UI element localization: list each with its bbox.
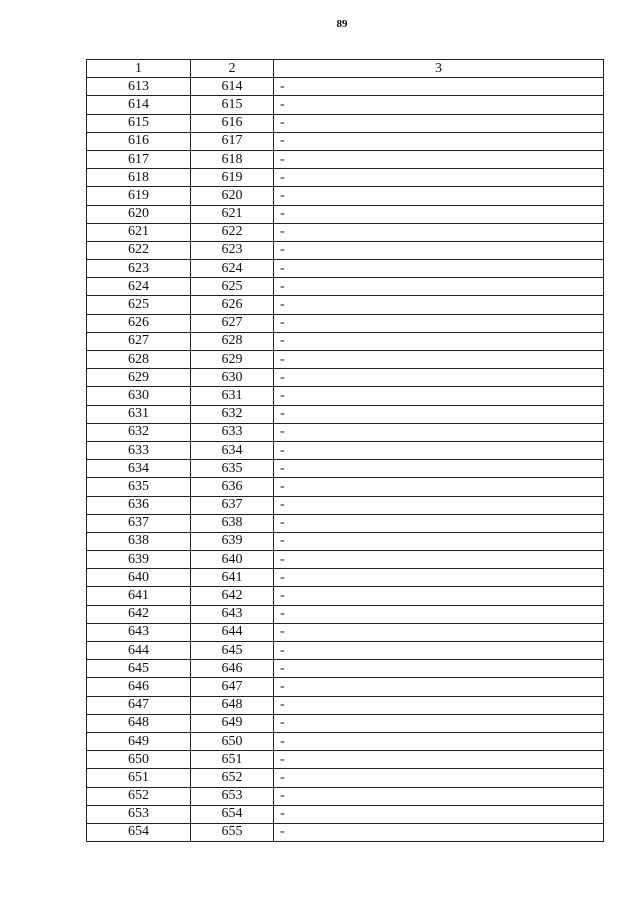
cell-col-3: -: [274, 369, 604, 387]
cell-col-1: 613: [87, 78, 191, 96]
cell-col-3: -: [274, 532, 604, 550]
cell-col-2: 653: [191, 787, 274, 805]
cell-col-2: 617: [191, 132, 274, 150]
table-row: [87, 241, 604, 259]
cell-col-3: -: [274, 642, 604, 660]
table-row: [87, 787, 604, 805]
cell-col-3: -: [274, 169, 604, 187]
table-row: [87, 805, 604, 823]
cell-col-3: -: [274, 78, 604, 96]
table-row: [87, 441, 604, 459]
cell-col-1: 653: [87, 805, 191, 823]
cell-col-1: 617: [87, 150, 191, 168]
table-row: [87, 314, 604, 332]
cell-col-2: 655: [191, 823, 274, 841]
cell-col-1: 618: [87, 169, 191, 187]
cell-col-1: 650: [87, 751, 191, 769]
table-row: [87, 496, 604, 514]
table-row: [87, 769, 604, 787]
table-row: [87, 569, 604, 587]
table-row: [87, 223, 604, 241]
cell-col-1: 621: [87, 223, 191, 241]
cell-col-3: -: [274, 351, 604, 369]
cell-col-2: 623: [191, 241, 274, 259]
cell-col-1: 641: [87, 587, 191, 605]
cell-col-2: 619: [191, 169, 274, 187]
table-row: [87, 751, 604, 769]
table-row: [87, 696, 604, 714]
cell-col-2: 637: [191, 496, 274, 514]
cell-col-3: -: [274, 405, 604, 423]
cell-col-2: 615: [191, 96, 274, 114]
cell-col-1: 643: [87, 623, 191, 641]
cell-col-3: -: [274, 423, 604, 441]
cell-col-2: 632: [191, 405, 274, 423]
cell-col-3: -: [274, 805, 604, 823]
table-row: [87, 78, 604, 96]
cell-col-2: 639: [191, 532, 274, 550]
cell-col-1: 640: [87, 569, 191, 587]
cell-col-3: -: [274, 278, 604, 296]
cell-col-1: 647: [87, 696, 191, 714]
table-row: [87, 460, 604, 478]
cell-col-3: -: [274, 551, 604, 569]
cell-col-2: 638: [191, 514, 274, 532]
cell-col-1: 645: [87, 660, 191, 678]
table-row: [87, 823, 604, 841]
cell-col-1: 633: [87, 441, 191, 459]
cell-col-3: -: [274, 696, 604, 714]
cell-col-3: -: [274, 205, 604, 223]
data-table: [86, 59, 604, 842]
cell-col-1: 630: [87, 387, 191, 405]
table-row: [87, 732, 604, 750]
cell-col-1: 625: [87, 296, 191, 314]
table-row: [87, 714, 604, 732]
cell-col-2: 628: [191, 332, 274, 350]
cell-col-2: 629: [191, 351, 274, 369]
cell-col-1: 616: [87, 132, 191, 150]
cell-col-2: 645: [191, 642, 274, 660]
cell-col-2: 644: [191, 623, 274, 641]
cell-col-3: -: [274, 441, 604, 459]
cell-col-3: -: [274, 787, 604, 805]
cell-col-3: -: [274, 514, 604, 532]
cell-col-2: 651: [191, 751, 274, 769]
cell-col-2: 650: [191, 732, 274, 750]
cell-col-2: 636: [191, 478, 274, 496]
table-row: [87, 114, 604, 132]
table-row: [87, 587, 604, 605]
cell-col-2: 640: [191, 551, 274, 569]
cell-col-3: -: [274, 460, 604, 478]
cell-col-1: 614: [87, 96, 191, 114]
column-header-2: 2: [191, 60, 274, 78]
cell-col-1: 615: [87, 114, 191, 132]
page-number: 89: [336, 18, 348, 30]
cell-col-2: 646: [191, 660, 274, 678]
cell-col-3: -: [274, 332, 604, 350]
cell-col-3: -: [274, 114, 604, 132]
cell-col-3: -: [274, 314, 604, 332]
table-row: [87, 96, 604, 114]
cell-col-2: 642: [191, 587, 274, 605]
cell-col-3: -: [274, 678, 604, 696]
cell-col-1: 624: [87, 278, 191, 296]
column-header-3: 3: [274, 60, 604, 78]
table-row: [87, 387, 604, 405]
table-row: [87, 514, 604, 532]
cell-col-3: -: [274, 623, 604, 641]
cell-col-3: -: [274, 605, 604, 623]
table-row: [87, 605, 604, 623]
table-row: [87, 332, 604, 350]
cell-col-1: 620: [87, 205, 191, 223]
cell-col-2: 641: [191, 569, 274, 587]
cell-col-3: -: [274, 769, 604, 787]
cell-col-2: 626: [191, 296, 274, 314]
cell-col-2: 647: [191, 678, 274, 696]
table-row: [87, 369, 604, 387]
table-row: [87, 423, 604, 441]
cell-col-1: 642: [87, 605, 191, 623]
cell-col-2: 633: [191, 423, 274, 441]
cell-col-2: 614: [191, 78, 274, 96]
table-row: [87, 551, 604, 569]
table-row: [87, 260, 604, 278]
table-row: [87, 532, 604, 550]
table-row: [87, 132, 604, 150]
cell-col-1: 628: [87, 351, 191, 369]
cell-col-2: 621: [191, 205, 274, 223]
cell-col-2: 625: [191, 278, 274, 296]
cell-col-1: 652: [87, 787, 191, 805]
table-row: [87, 660, 604, 678]
cell-col-2: 620: [191, 187, 274, 205]
table-row: [87, 642, 604, 660]
cell-col-2: 631: [191, 387, 274, 405]
cell-col-2: 624: [191, 260, 274, 278]
cell-col-3: -: [274, 569, 604, 587]
cell-col-1: 629: [87, 369, 191, 387]
table-row: [87, 169, 604, 187]
cell-col-2: 630: [191, 369, 274, 387]
table-row: [87, 296, 604, 314]
cell-col-3: -: [274, 714, 604, 732]
cell-col-2: 622: [191, 223, 274, 241]
cell-col-1: 649: [87, 732, 191, 750]
cell-col-1: 626: [87, 314, 191, 332]
cell-col-1: 636: [87, 496, 191, 514]
cell-col-1: 634: [87, 460, 191, 478]
cell-col-1: 639: [87, 551, 191, 569]
table-row: [87, 187, 604, 205]
table-row: [87, 678, 604, 696]
cell-col-1: 622: [87, 241, 191, 259]
cell-col-1: 631: [87, 405, 191, 423]
cell-col-1: 651: [87, 769, 191, 787]
cell-col-3: -: [274, 150, 604, 168]
cell-col-1: 644: [87, 642, 191, 660]
cell-col-2: 616: [191, 114, 274, 132]
cell-col-3: -: [274, 96, 604, 114]
cell-col-3: -: [274, 296, 604, 314]
table-row: [87, 150, 604, 168]
cell-col-2: 648: [191, 696, 274, 714]
cell-col-1: 648: [87, 714, 191, 732]
table-body: [87, 78, 604, 842]
table-row: [87, 278, 604, 296]
cell-col-1: 623: [87, 260, 191, 278]
cell-col-1: 654: [87, 823, 191, 841]
table-row: [87, 478, 604, 496]
table-row: [87, 351, 604, 369]
cell-col-2: 618: [191, 150, 274, 168]
cell-col-2: 654: [191, 805, 274, 823]
cell-col-3: -: [274, 132, 604, 150]
cell-col-3: -: [274, 751, 604, 769]
table-row: [87, 405, 604, 423]
cell-col-3: -: [274, 241, 604, 259]
cell-col-2: 643: [191, 605, 274, 623]
cell-col-2: 627: [191, 314, 274, 332]
table-row: [87, 205, 604, 223]
cell-col-3: -: [274, 223, 604, 241]
cell-col-2: 635: [191, 460, 274, 478]
cell-col-2: 634: [191, 441, 274, 459]
cell-col-1: 637: [87, 514, 191, 532]
cell-col-3: -: [274, 660, 604, 678]
cell-col-1: 646: [87, 678, 191, 696]
cell-col-1: 638: [87, 532, 191, 550]
cell-col-1: 627: [87, 332, 191, 350]
cell-col-1: 619: [87, 187, 191, 205]
cell-col-3: -: [274, 260, 604, 278]
cell-col-2: 649: [191, 714, 274, 732]
cell-col-3: -: [274, 823, 604, 841]
cell-col-3: -: [274, 187, 604, 205]
cell-col-3: -: [274, 478, 604, 496]
table-header-row: [87, 60, 604, 78]
cell-col-2: 652: [191, 769, 274, 787]
cell-col-1: 632: [87, 423, 191, 441]
cell-col-3: -: [274, 387, 604, 405]
column-header-1: 1: [87, 60, 191, 78]
cell-col-3: -: [274, 496, 604, 514]
table-row: [87, 623, 604, 641]
cell-col-1: 635: [87, 478, 191, 496]
cell-col-3: -: [274, 732, 604, 750]
cell-col-3: -: [274, 587, 604, 605]
